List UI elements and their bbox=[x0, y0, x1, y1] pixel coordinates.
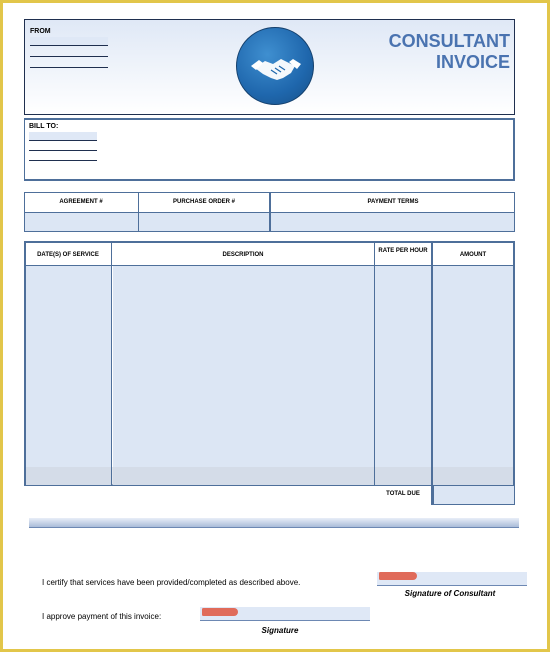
sign-here-flag-icon bbox=[379, 572, 417, 580]
certify-statement: I certify that services have been provided/completed as described above. bbox=[42, 578, 301, 587]
bill-to-line-1 bbox=[29, 140, 97, 141]
from-line-2 bbox=[30, 56, 108, 57]
from-name-field[interactable] bbox=[30, 37, 108, 45]
handshake-icon bbox=[236, 27, 314, 105]
total-due-field[interactable] bbox=[432, 485, 515, 505]
total-due-label: TOTAL DUE bbox=[386, 491, 420, 497]
description-header: DESCRIPTION bbox=[222, 252, 264, 258]
title-invoice: INVOICE bbox=[435, 52, 510, 72]
section-divider-bar bbox=[29, 518, 519, 528]
service-col-divider-3 bbox=[431, 241, 433, 505]
service-col-divider-2 bbox=[374, 241, 375, 486]
approve-statement: I approve payment of this invoice: bbox=[42, 612, 162, 621]
rate-column[interactable] bbox=[375, 266, 431, 485]
bill-to-label: BILL TO: bbox=[29, 123, 59, 130]
consultant-signature-caption: Signature of Consultant bbox=[404, 589, 496, 598]
approver-signature-caption: Signature bbox=[261, 626, 299, 635]
from-label: FROM bbox=[30, 28, 51, 35]
bill-to-line-2 bbox=[29, 150, 97, 151]
title-consultant: CONSULTANT bbox=[388, 31, 510, 51]
from-line-1 bbox=[30, 45, 108, 46]
from-line-3 bbox=[30, 67, 108, 68]
terms-col-divider-2 bbox=[269, 192, 271, 232]
bill-to-box bbox=[24, 118, 515, 181]
service-col-divider-1 bbox=[111, 241, 112, 486]
payment-terms-header: PAYMENT TERMS bbox=[367, 199, 419, 205]
terms-col-divider-1 bbox=[138, 192, 139, 232]
bill-to-name-field[interactable] bbox=[29, 132, 97, 140]
agreement-header: AGREEMENT # bbox=[59, 199, 103, 205]
service-header-divider bbox=[24, 265, 515, 266]
amount-header: AMOUNT bbox=[459, 252, 487, 258]
service-last-row bbox=[26, 467, 513, 485]
date-of-service-header: DATE(S) OF SERVICE bbox=[37, 252, 99, 258]
sign-here-flag-icon-2 bbox=[202, 608, 238, 616]
description-column[interactable] bbox=[113, 266, 374, 485]
date-column[interactable] bbox=[26, 266, 112, 485]
amount-column[interactable] bbox=[433, 266, 513, 485]
purchase-order-header: PURCHASE ORDER # bbox=[172, 199, 235, 205]
rate-per-hour-header: RATE PER HOUR bbox=[378, 248, 428, 254]
bill-to-line-3 bbox=[29, 160, 97, 161]
